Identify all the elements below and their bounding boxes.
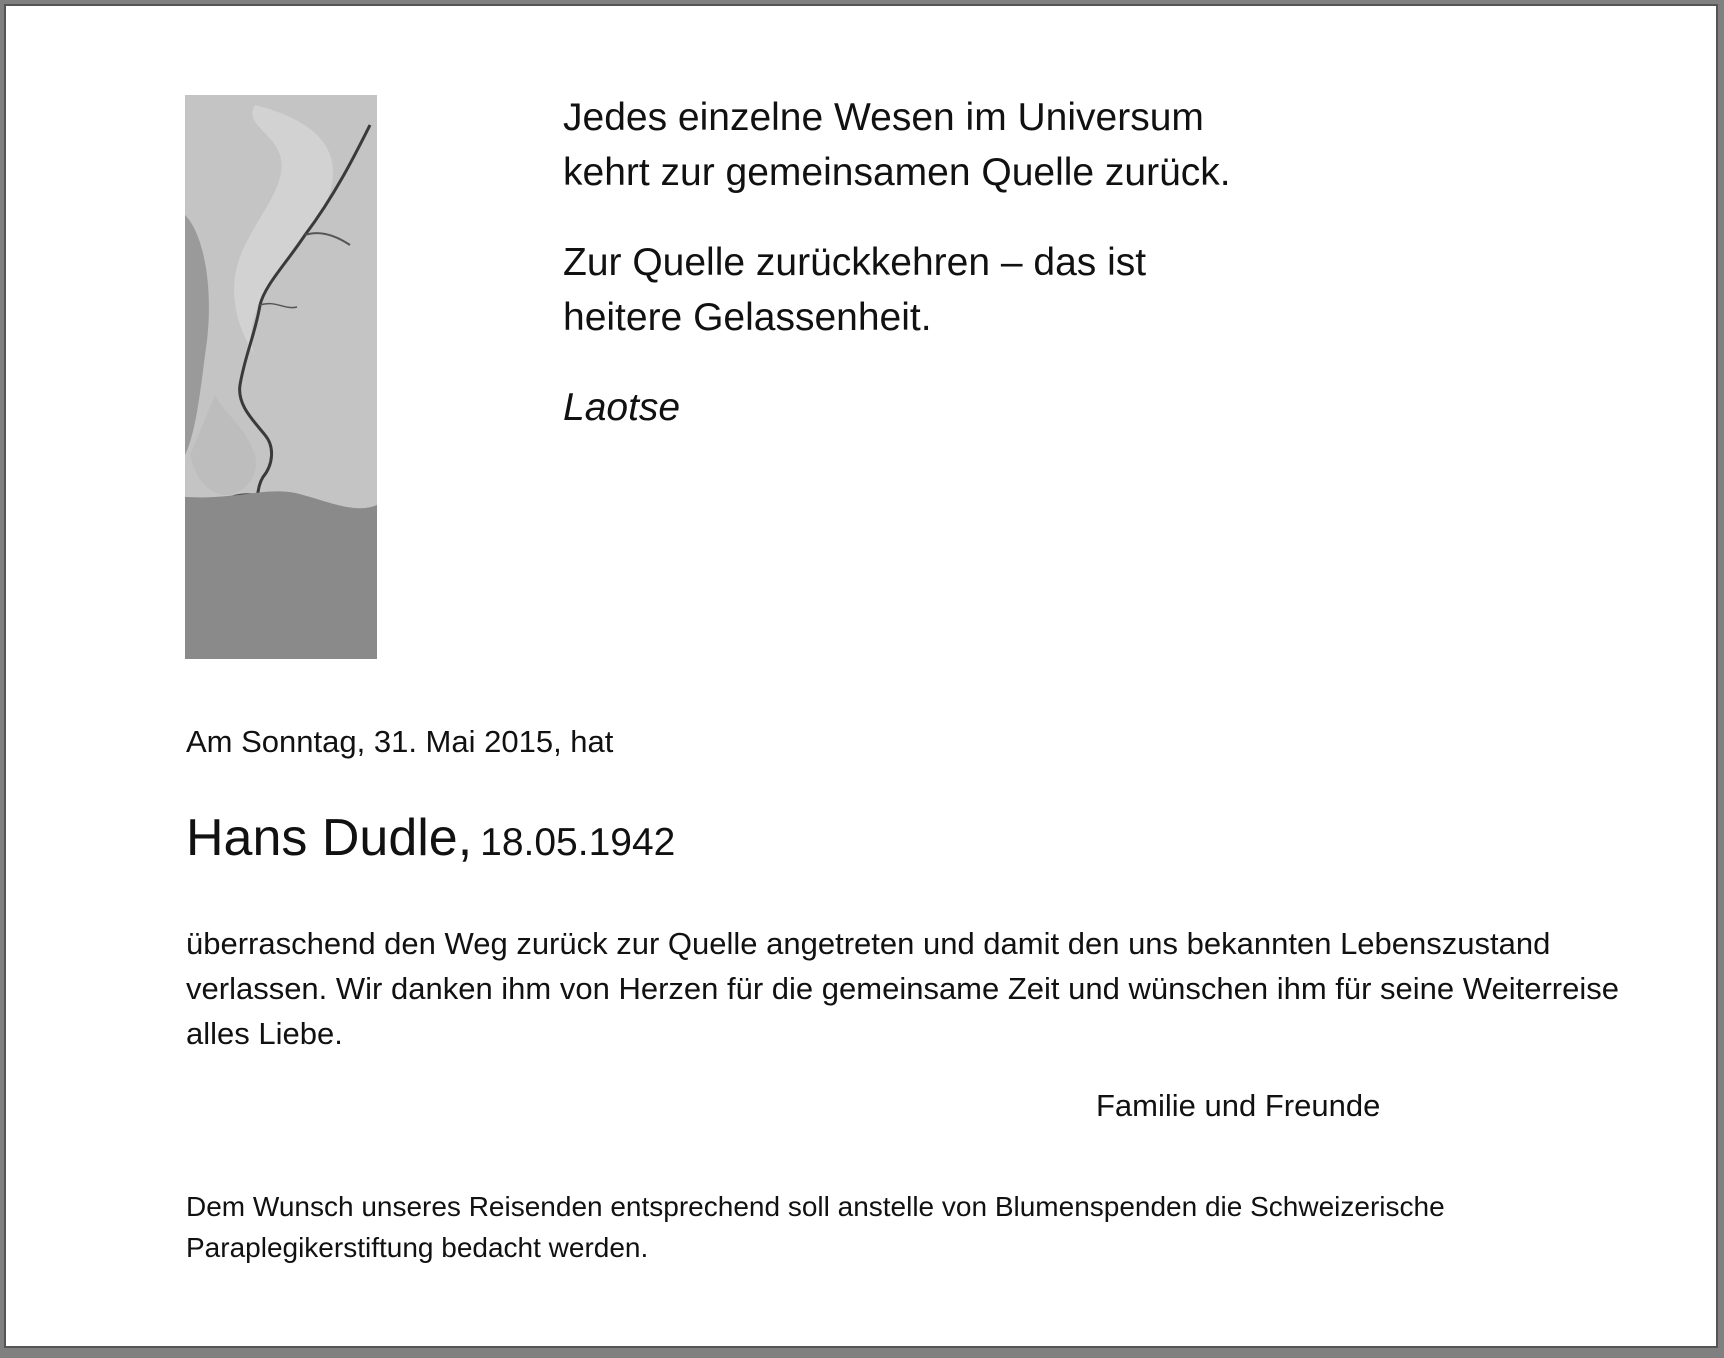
quote-block bbox=[563, 90, 1263, 470]
obituary-page bbox=[6, 6, 1716, 1346]
quote-paragraph-2: Zur Quelle zurückkehren – das ist heitere Gelassenheit. bbox=[563, 241, 1147, 339]
birth-date: 18.05.1942 bbox=[480, 821, 676, 864]
deceased-name: Hans Dudle, bbox=[186, 809, 473, 867]
death-date-intro: Am Sonntag, 31. Mai 2015, hat bbox=[186, 724, 614, 759]
quote-paragraph-1: Jedes einzelne Wesen im Universum kehrt zur gemeinsamen Quelle zurück. bbox=[563, 96, 1231, 194]
river-delta-graphic bbox=[185, 95, 377, 659]
signature: Familie und Freunde bbox=[1096, 1088, 1381, 1123]
notice-body: überraschend den Weg zurück zur Quelle angetreten und damit den uns bekannten Lebenszustand verlassen. Wir danken ihm von Herzen für die gemeinsame Zeit und wünschen ihm für seine Weiterreise alles Liebe. bbox=[186, 926, 1619, 1051]
quote-author: Laotse bbox=[563, 386, 681, 429]
aerial-river-delta-image bbox=[185, 95, 377, 659]
donation-note: Dem Wunsch unseres Reisenden entsprechend soll anstelle von Blumenspenden die Schweizerische Paraplegikerstiftung bedacht werden. bbox=[186, 1191, 1445, 1263]
deceased-heading bbox=[186, 806, 675, 875]
